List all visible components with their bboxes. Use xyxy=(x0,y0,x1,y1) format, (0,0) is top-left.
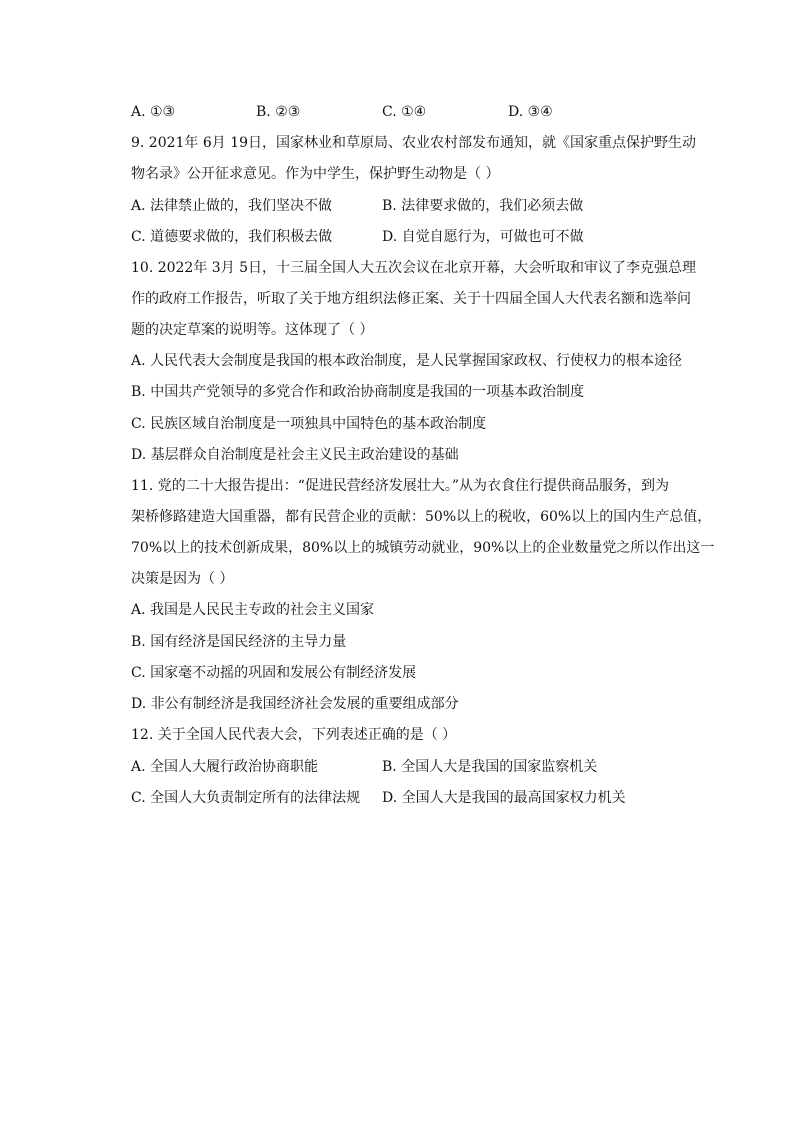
q11-option-b: B. 国有经济是国民经济的主导力量 xyxy=(131,634,347,650)
q8-option-b: B. ②③ xyxy=(256,104,301,120)
q11-stem-line-2: 架桥修路建造大国重器，都有民营企业的贡献：50%以上的税收，60%以上的国内生产总值， xyxy=(131,509,712,525)
q9-option-d: D. 自觉自愿行为，可做也可不做 xyxy=(382,229,584,245)
q11-stem-line-4: 决策是因为（ ） xyxy=(131,571,234,587)
q12-option-c: C. 全国人大负责制定所有的法律法规 xyxy=(131,790,361,806)
q11-option-d: D. 非公有制经济是我国经济社会发展的重要组成部分 xyxy=(131,696,459,712)
q10-stem-line-3: 题的决定草案的说明等。这体现了（ ） xyxy=(131,322,374,338)
q10-option-c: C. 民族区域自治制度是一项独具中国特色的基本政治制度 xyxy=(131,416,487,432)
q8-option-d: D. ③④ xyxy=(508,104,553,120)
q12-stem-line-1: 12. 关于全国人民代表大会，下列表述正确的是（ ） xyxy=(131,727,457,743)
q11-option-c: C. 国家毫不动摇的巩固和发展公有制经济发展 xyxy=(131,665,417,681)
q9-stem-line-2: 物名录》公开征求意见。作为中学生，保护野生动物是（ ） xyxy=(131,166,500,182)
q9-option-b: B. 法律要求做的，我们必须去做 xyxy=(382,198,584,214)
q12-option-d: D. 全国人大是我国的最高国家权力机关 xyxy=(382,790,626,806)
q9-option-a: A. 法律禁止做的，我们坚决不做 xyxy=(131,198,333,214)
q11-stem-line-1: 11. 党的二十大报告提出：“促进民营经济发展壮大。”从为衣食住行提供商品服务，到为 xyxy=(131,478,670,494)
q12-option-b: B. 全国人大是我国的国家监察机关 xyxy=(382,759,598,775)
q12-option-a: A. 全国人大履行政治协商职能 xyxy=(131,759,319,775)
q10-option-d: D. 基层群众自治制度是社会主义民主政治建设的基础 xyxy=(131,447,459,463)
q10-stem-line-1: 10. 2022年 3月 5日，十三届全国人大五次会议在北京开幕，大会听取和审议了李克强总理 xyxy=(131,260,697,276)
q10-stem-line-2: 作的政府工作报告，听取了关于地方组织法修正案、关于十四届全国人大代表名额和选举问 xyxy=(131,291,691,307)
q9-option-c: C. 道德要求做的，我们积极去做 xyxy=(131,229,333,245)
q10-option-a: A. 人民代表大会制度是我国的根本政治制度，是人民掌握国家政权、行使权力的根本途径 xyxy=(131,353,683,369)
q8-option-a: A. ①③ xyxy=(131,104,176,120)
q11-stem-line-3: 70%以上的技术创新成果，80%以上的城镇劳动就业，90%以上的企业数量党之所以作出这一 xyxy=(131,540,715,556)
q8-option-c: C. ①④ xyxy=(382,104,427,120)
q11-option-a: A. 我国是人民民主专政的社会主义国家 xyxy=(131,602,375,618)
q10-option-b: B. 中国共产党领导的多党合作和政治协商制度是我国的一项基本政治制度 xyxy=(131,384,585,400)
q9-stem-line-1: 9. 2021年 6月 19日，国家林业和草原局、农业农村部发布通知，就《国家重点保护野生动 xyxy=(131,135,697,151)
